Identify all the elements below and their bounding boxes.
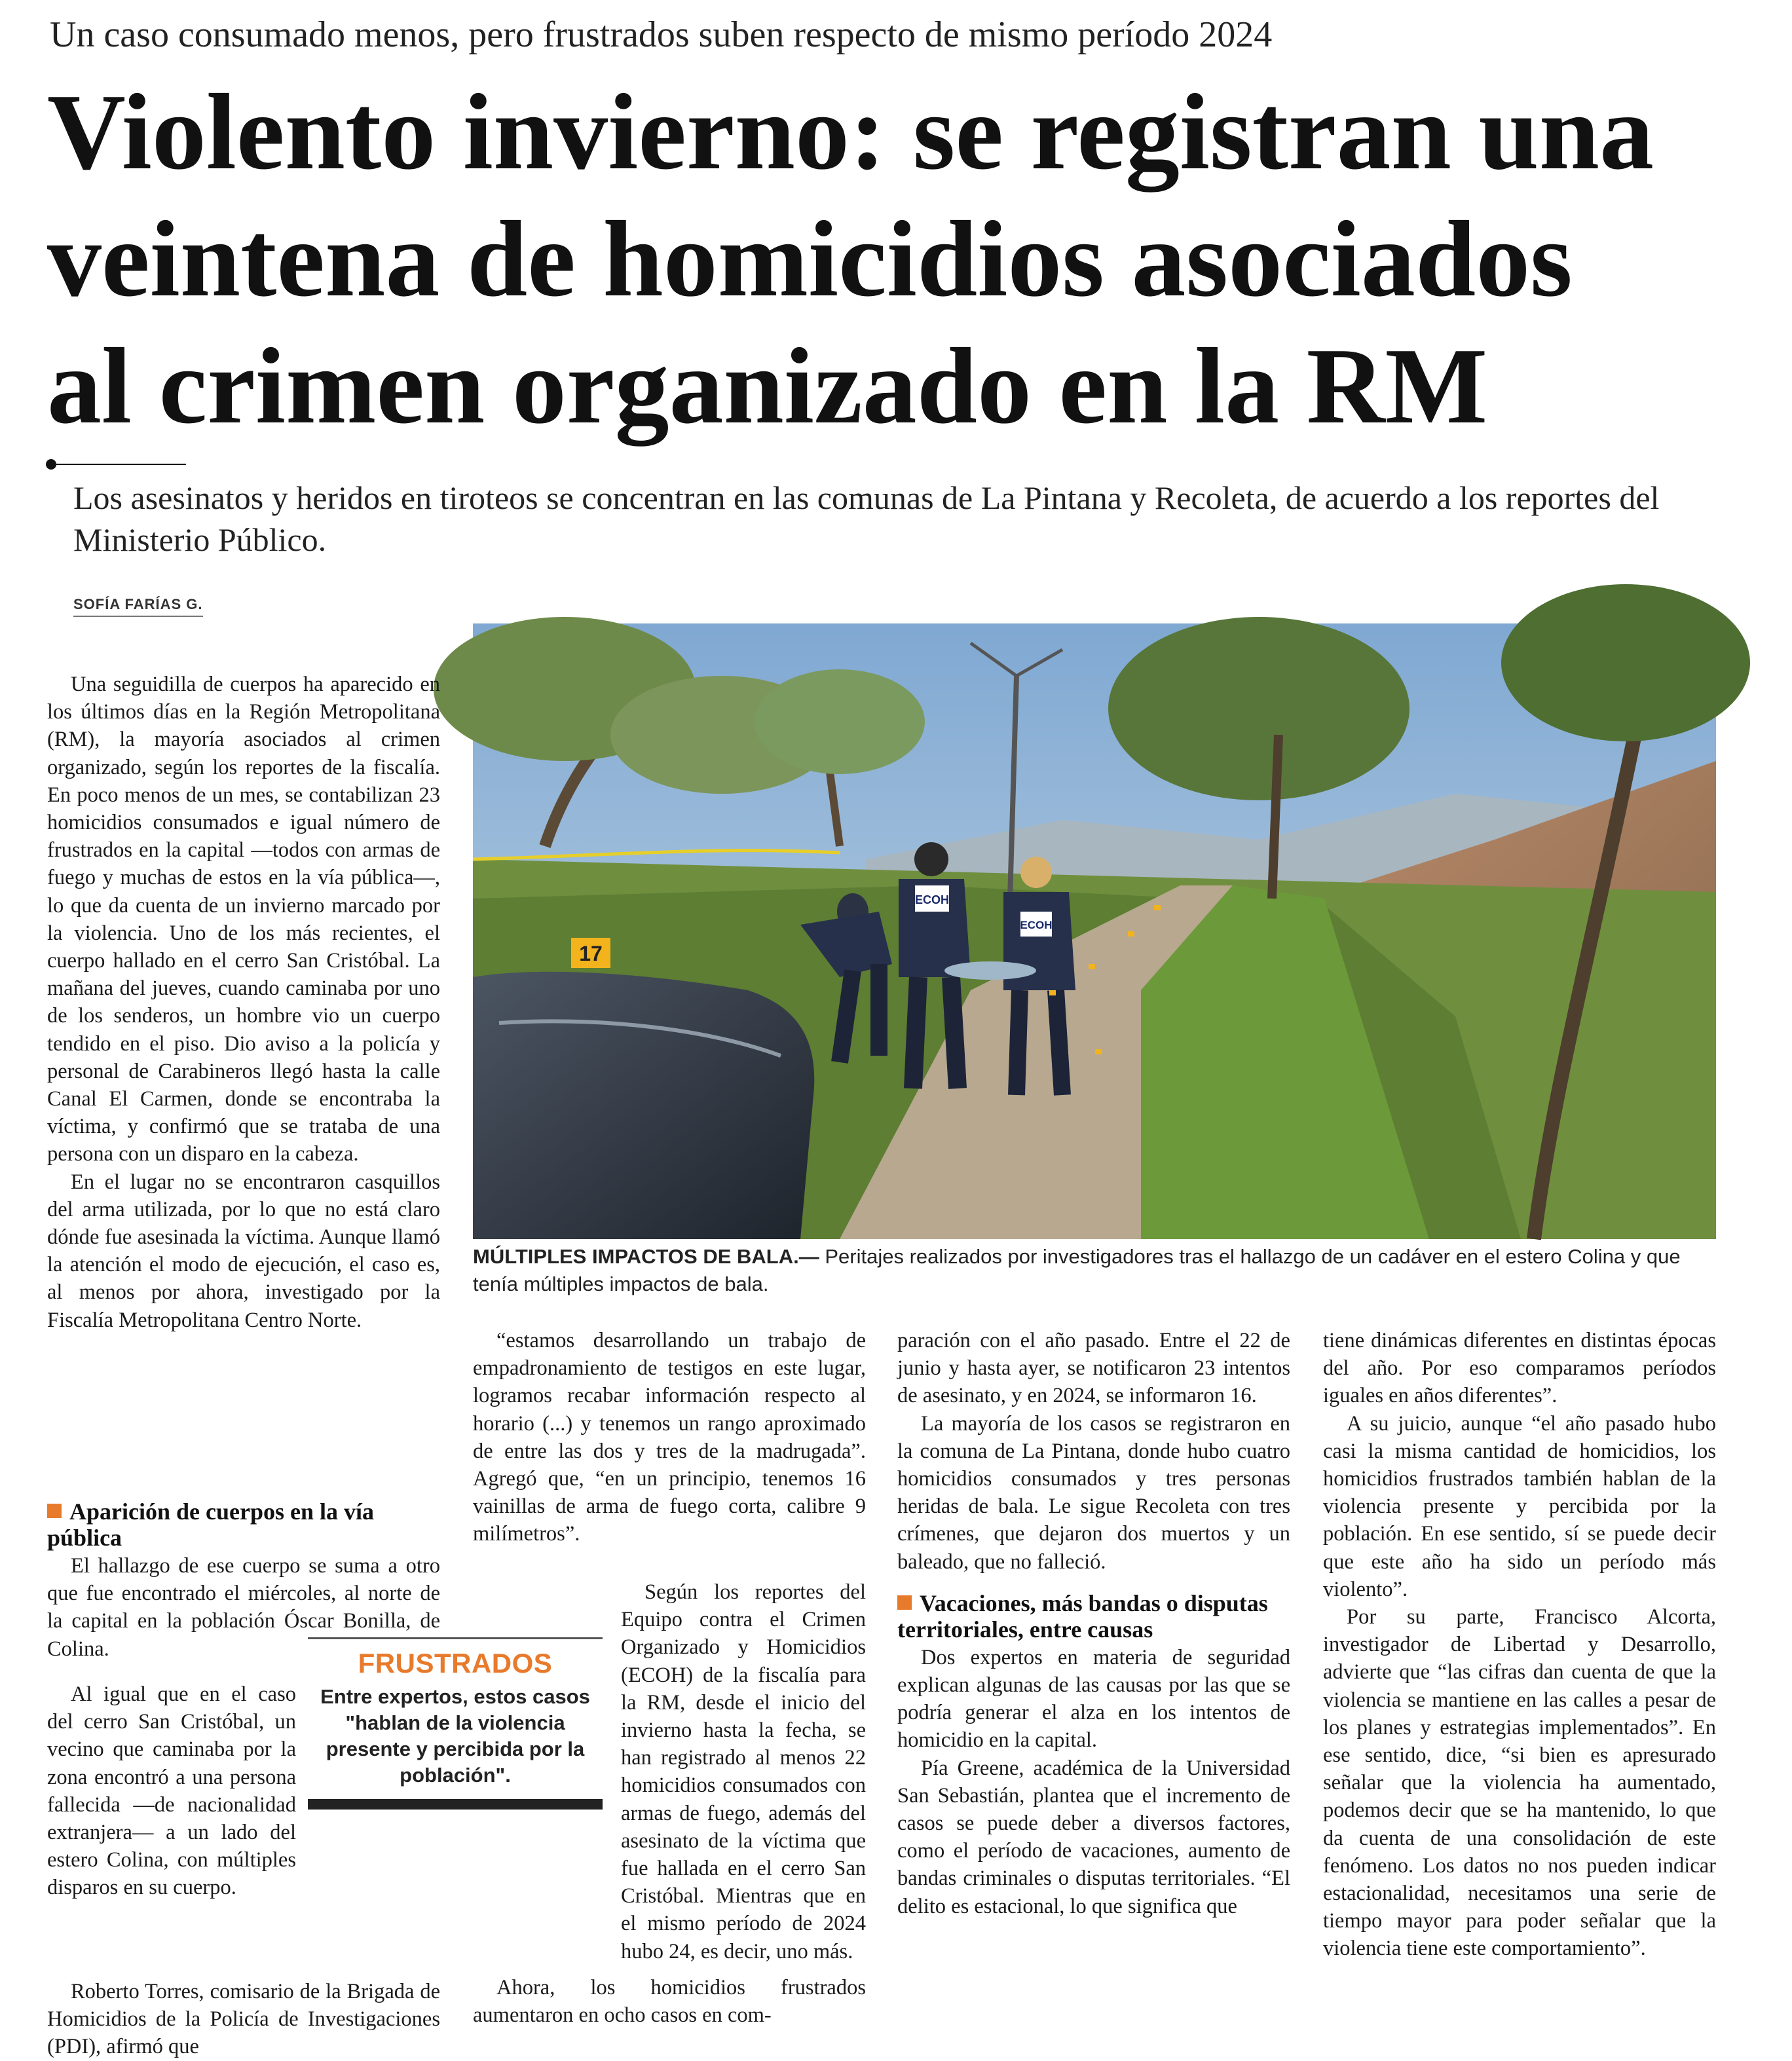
square-bullet-icon [47,1504,62,1518]
pullquote-heading: FRUSTRADOS [358,1648,553,1679]
subhead-text: Vacaciones, más bandas o disputas territoriales, entre causas [897,1589,1268,1643]
paragraph: “estamos desarrollando un trabajo de empadronamiento de testigos en este lugar, logramos recabar información respecto al horario (...) y tenemos un rango aproximado de entre las dos y tres de la madrugada”. Agregó que, “en un principio, tenemos 16 vainillas de arma de fuego corta, calibre 9 milímetros”. [473,1329,866,1546]
article-byline: SOFÍA FARÍAS G. [73,595,203,617]
subhead-text: Aparición de cuerpos en la vía pública [47,1498,374,1551]
evidence-marker-label: 17 [579,942,603,965]
pullquote-bar [308,1799,603,1810]
paragraph: La mayoría de los casos se registraron en la comuna de La Pintana, donde hubo cuatro homicidios consumados y tres personas heridas de bala. Le sigue Recoleta con tres crímenes, que dejaron dos muertos y un baleado, que no falleció. [897,1411,1290,1574]
paragraph: Una seguidilla de cuerpos ha aparecido en los últimos días en la Región Metropolitana (RM), la mayoría asociados al crimen organizado, según los reportes de la fiscalía. En poco menos de un mes, se contabilizan 23 homicidios consumados e igual número de frustrados en la capital —todos con armas de fuego y muchas de estos en la vía pública—, lo que da cuenta de un invierno marcado por la violencia. Uno de los más recientes, el cuerpo hallado en el cerro San Cristóbal. La mañana del jueves, cuando caminaba por uno de los senderos, un hombre vio un cuerpo tendido en el piso. Dio aviso a la policía y personal de Carabineros llegó hasta la calle Canal El Carmen, donde se encontraba la víctima, y confirmó que se trataba de una persona con un disparo en la cabeza. [47,673,440,1166]
crime-scene-photo [473,623,1716,1239]
text-column-1 [47,671,440,1334]
section-subhead [47,1498,440,1551]
headline-line: veintena de homicidios asociados [47,198,1573,319]
rule-line [55,464,186,465]
headline-line: al crimen organizado en la RM [47,325,1488,446]
paragraph: Según los reportes del Equipo contra el Crimen Organizado y Homicidios (ECOH) de la fiscalía para la RM, desde el inicio del invierno hasta la fecha, se han registrado al menos 22 homicidios consumados con armas de fuego, además del asesinato de la víctima que fue hallada en el cerro San Cristóbal. Mientras que en el mismo período de 2024 hubo 24, es decir, uno más. [621,1580,866,1963]
square-bullet-icon [897,1595,912,1610]
caption-text: Peritajes realizados por investigadores tras el hallazgo de un cadáver en el estero Colina y que tenía múltiples impactos de bala. [473,1245,1681,1295]
text-column-1-bottom [47,1978,440,2061]
section-subhead [897,1590,1290,1643]
text-column-3 [897,1327,1290,1920]
paragraph: paración con el año pasado. Entre el 22 de junio y hasta ayer, se notificaron 23 intentos de asesinato, y en 2024, se informaron 16. [897,1329,1290,1408]
paragraph: Por su parte, Francisco Alcorta, investigador de Libertad y Desarrollo, advierte que “las cifras dan cuenta de que la violencia se mantiene en las calles a pesar de los planes y estrategias implementados”. En ese sentido, dice, “si bien es apresurado señalar que la violencia ha aumentado, podemos decir que se ha mantenido, lo que da cuenta de una consolidación de este fenómeno. Los datos no nos pueden indicar estacionalidad, necesitamos una serie de tiempo mayor para poder señalar que la violencia tiene este comportamiento”. [1323,1605,1716,1961]
paragraph: Roberto Torres, comisario de la Brigada de Homicidios de la Policía de Investigaciones (PDI), afirmó que [47,1980,440,2059]
caption-lead: MÚLTIPLES IMPACTOS DE BALA.— [473,1245,819,1268]
vest-label: ECOH [914,893,950,906]
article-kicker: Un caso consumado menos, pero frustrados suben respecto de mismo período 2024 [50,14,1273,55]
text-column-2 [473,1327,866,1548]
paragraph: Ahora, los homicidios frustrados aumentaron en ocho casos en com- [473,1976,866,2028]
text-column-2-narrow [621,1578,866,1965]
paragraph: El hallazgo de ese cuerpo se suma a otro que fue encontrado el miércoles, al norte de la capital en la población Óscar Bonilla, de Colina. [47,1554,440,1661]
pullquote-text: Entre expertos, estos casos "hablan de la violencia presente y percibida por la población". [320,1685,590,1787]
paragraph: tiene dinámicas diferentes en distintas épocas del año. Por eso comparamos períodos iguales en años diferentes”. [1323,1329,1716,1408]
text-column-4 [1323,1327,1716,1963]
paragraph: A su juicio, aunque “el año pasado hubo casi la misma cantidad de homicidios, los homicidios frustrados también hablan de la violencia presente y percibida por la población. En ese sentido, sí se puede decir que este año ha sido un período más violento”. [1323,1411,1716,1601]
paragraph: En el lugar no se encontraron casquillos del arma utilizada, por lo que no está claro dónde fue asesinada la víctima. Aunque llamó la atención el modo de ejecución, el caso es, al menos por ahora, investigado por la Fiscalía Metropolitana Centro Norte. [47,1170,440,1332]
photo-caption [473,1243,1716,1298]
vest-label: ECOH [1020,919,1053,931]
paragraph: Dos expertos en materia de seguridad explican algunas de las causas por las que se podría generar el alza en los intentos de homicidio en la capital. [897,1645,1290,1753]
pullquote-box [308,1637,603,1810]
text-column-1-narrow [47,1680,296,1902]
headline-line: Violento invierno: se registran una [47,71,1654,192]
text-column-2-bottom [473,1974,866,2029]
article-deck: Los asesinatos y heridos en tiroteos se concentran en las comunas de La Pintana y Recoleta, de acuerdo a los reportes del Ministerio Público. [73,479,1660,558]
article-headline [47,68,1763,449]
deck-rule [46,457,187,470]
crime-scene-photo-icon [473,623,1716,1239]
paragraph: Pía Greene, académica de la Universidad San Sebastián, plantea que el incremento de casos se puede deber a diversos factores, como el período de vacaciones, aumento de bandas criminales o disputas territoriales. “El delito es estacional, lo que significa que [897,1756,1290,1918]
paragraph: Al igual que en el caso del cerro San Cristóbal, un vecino que caminaba por la zona encontró a una persona fallecida —de nacionalidad extranjera— a un lado del estero Colina, con múltiples disparos en su cuerpo. [47,1682,296,1900]
